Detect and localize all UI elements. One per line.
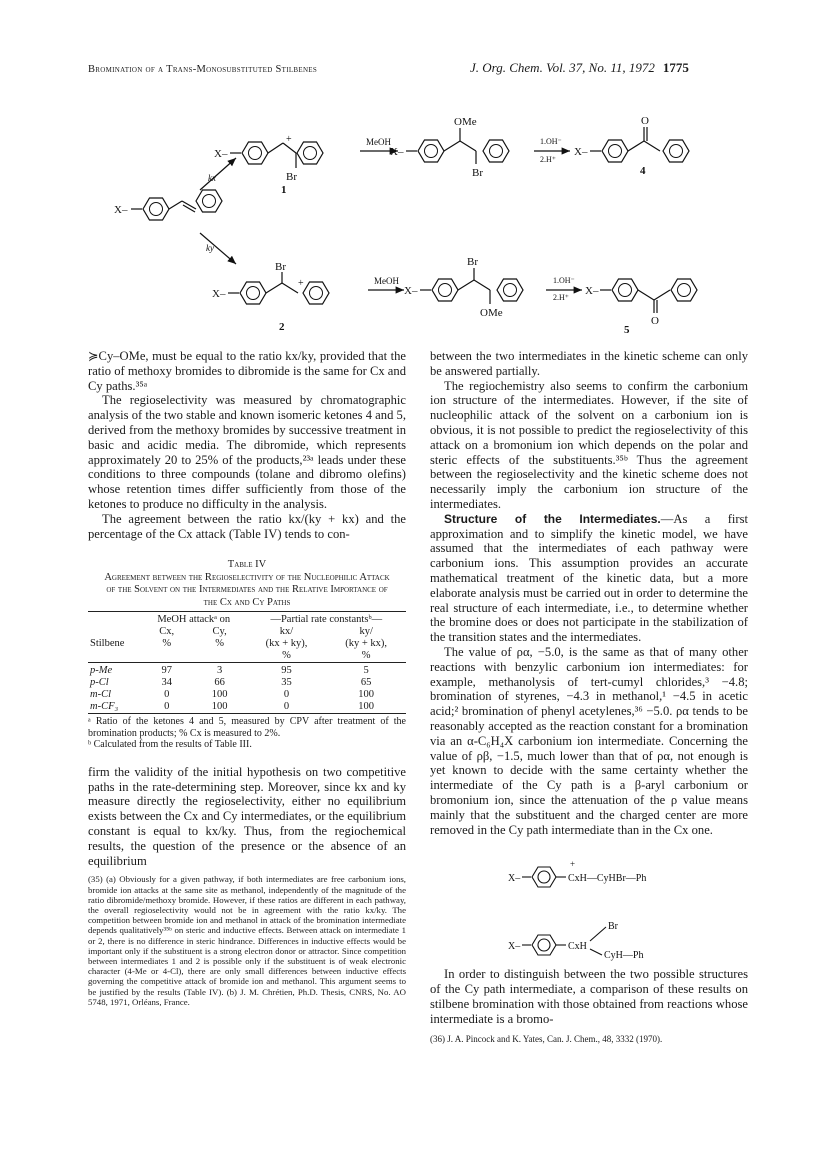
scheme-x-bottom: X– <box>404 285 418 297</box>
page-number: 1775 <box>662 60 689 75</box>
br-bottom: Br <box>467 256 478 268</box>
table-note-b: ᵇ Calculated from the results of Table III. <box>88 739 252 751</box>
section-heading: Structure of the Intermediates. <box>444 511 661 526</box>
struct-plus: + <box>570 859 576 870</box>
paragraph: ≽Cy–OMe, must be equal to the ratio kx/ky, provided that the ratio of methoxy bromides to dibromide is the same for Cx and Cy paths.³⁵ᵃ <box>88 349 406 393</box>
col-unit: % <box>282 650 291 662</box>
compound-1: 1 <box>281 184 287 196</box>
journal-citation <box>470 60 689 76</box>
compound-5: 5 <box>624 324 630 336</box>
step1-bottom: 1.OH⁻ <box>553 276 575 285</box>
scheme-x-top: X– <box>390 146 404 158</box>
col-unit: % <box>215 638 224 650</box>
scheme-x-5: X– <box>585 285 599 297</box>
journal-name: J. Org. Chem. Vol. 37, No. 11, 1972 <box>470 60 655 75</box>
br-2: Br <box>275 261 286 273</box>
step2-top: 2.H⁺ <box>540 155 556 164</box>
struct-br: Br <box>608 921 618 933</box>
table-row: m-Cl 0 100 0 100 <box>90 689 375 701</box>
table-head-group2: —Partial rate constantsᵇ— <box>270 614 383 626</box>
scheme-x-1: X– <box>214 148 228 160</box>
br-top: Br <box>472 167 483 179</box>
o-4: O <box>641 115 649 127</box>
paragraph: The regiochemistry also seems to confirm the carbonium ion structure of the intermediates. However, if the site of nucleophilic attack of the solvent on a carbonium ion is obvious, it is not possible to predict the regioselectivity of this attack on a bromonium ion which depends on the polar and steric effects of the substituents.³⁵ᵇ Thus the agreement between the regioselectivity and the kinetic scheme does not necessarily imply the carbonium ion structure of the intermediates. <box>430 378 748 511</box>
table-head-group1: MeOH attackᵃ on <box>157 614 231 626</box>
ome-top: OMe <box>454 116 477 128</box>
compound-2: 2 <box>279 321 285 333</box>
struct-x-1: X– <box>508 873 521 885</box>
step2-bottom: 2.H⁺ <box>553 293 569 302</box>
table-row: p-Me 97 3 95 5 <box>90 665 369 677</box>
table-label: Table IV <box>227 559 267 571</box>
meoh-bottom: MeOH <box>374 276 399 286</box>
table-caption: Agreement between the Regioselectivity of the Nucleophilic Attack of the Solvent on the Intermediates and the Relative Importance of the Cx and Cy Paths <box>104 571 390 608</box>
struct-formula-1: CxH—CyHBr—Ph <box>568 873 647 885</box>
compound-4: 4 <box>640 165 646 177</box>
col-head: Cx, <box>159 626 175 638</box>
col-unit: % <box>361 650 371 662</box>
table-note-a: ᵃ Ratio of the ketones 4 and 5, measured by CPV after treatment of the bromination products; % Cx is measured to 2%. <box>88 716 406 739</box>
meoh-top: MeOH <box>366 137 391 147</box>
struct-x-2: X– <box>508 941 521 953</box>
paragraph: The agreement between the ratio kx/(ky + kx) and the percentage of the Cx attack (Table IV) tends to con- <box>88 511 406 541</box>
col-head: (ky + kx), <box>345 638 388 650</box>
label-kx: kx <box>208 173 216 183</box>
paragraph: In order to distinguish between the two possible structures of the Cy path intermediate, a comparison of these results on stilbene bromination with those obtained from reactions whose intermediate is a bromo- <box>430 967 748 1026</box>
paragraph: The value of ρα, −5.0, is the same as that of many other reactions with benzylic carbonium ion intermediates: for example, methanolysis of tert-cumyl chlorides,³ −4.8; bromination of styrenes, −4.3 in methanol,¹ −4.5 in acetic acid;² bromination of phenyl acetylenes,³⁶ −5.0. ρα tends to be reasonably accepted as the reaction constant for a bromination via an α-C₆H₄X carbonium ion intermediate. Concerning the value of ρβ, −1.5, much lower than that of ρα, not enough is yet known to decide with the same certainty whether the intermediate of the Cy path is a β-aryl carbonium or bromonium ion, since the attenuation of the ρ value means mainly that the substituent and the charged center are more removed in the Cy path intermediate than in the Cx one. <box>430 644 748 837</box>
plus-1: + <box>286 134 292 145</box>
plus-2: + <box>298 278 304 289</box>
struct-cxh: CxH <box>568 941 587 953</box>
col-unit: % <box>162 638 172 650</box>
scheme-x-4: X– <box>574 146 588 158</box>
table-row: m-CF₃ 0 100 0 100 <box>90 701 375 713</box>
struct-cyh: CyH—Ph <box>604 950 644 962</box>
col-head: ky/ <box>359 626 373 638</box>
paragraph: The regioselectivity was measured by chromatographic analysis of the two stable and known isomeric ketones 4 and 5, derived from the methoxy bromides by successive treatment in basic and acidic media. The dibromide, which represents approximately 20 to 25% of the products,²³ᵃ leads under these conditions to three compounds (tolane and dibromo olefins) whose retention times differ sufficiently from those of the ketones to produce no difficulty in the analysis. <box>88 393 406 511</box>
reference-36: (36) J. A. Pincock and K. Yates, Can. J. Chem., 48, 3332 (1970). <box>430 1034 663 1045</box>
paragraph: Structure of the Intermediates.—As a first approximation and to simplify the kinetic model, we have assumed that the intermediates of each pathway were carbonium ions. This assumption provides an accurate mathematical treatment of the kinetic data, but a more elaborate analysis must be carried out in order to determine the real structure of each intermediate, i.e., to determine whether the bromine does or does not participate in the stabilization of the transition states and the intermediates. <box>430 511 748 645</box>
col-head: (kx + ky), <box>265 638 308 650</box>
col-head-stilbene: Stilbene <box>90 638 125 650</box>
table-iv <box>88 611 406 716</box>
ome-bottom: OMe <box>480 307 503 319</box>
label-ky: ky <box>206 243 214 253</box>
running-title: Bromination of a Trans-Monosubstituted Stilbenes <box>88 64 318 75</box>
o-5: O <box>651 315 659 327</box>
step1-top: 1.OH⁻ <box>540 137 562 146</box>
br-1: Br <box>286 171 297 183</box>
table-row: p-Cl 34 66 35 65 <box>90 677 372 689</box>
paragraph: between the two intermediates in the kinetic scheme can only be answered partially. <box>430 349 748 378</box>
intermediate-structures <box>430 849 748 961</box>
col-head: Cy, <box>212 626 227 638</box>
scheme-x-stilbene: X– <box>114 204 128 216</box>
col-head: kx/ <box>279 626 294 638</box>
left-column <box>88 349 406 1007</box>
scheme-x-2: X– <box>212 288 226 300</box>
right-column <box>430 349 748 1045</box>
footnote-35: (35) (a) Obviously for a given pathway, if both intermediates are free carbonium ions, bromide ion attacks at the same site as methanol, independently of the magnitude of the ratio dibromide/methoxy bromide. However, if these ratios are different in each pathway, the overall regioselectivity would not be in agreement with the ratio kx/ky. The competition between bromide ion and methanol in attack of the bromination intermediate depends qualitatively³⁵ᵇ on steric and inductive effects. Between attack on intermediate 1 or 2, there is no difference in steric hindrance. Differences in inductive effects would be important only if the substituent is a strong electron donor or attractor. Since competition between intermediates 1 and 2 is possible only if the substituent is of weak electronic character (4-Me or 4-Cl), there are only small differences between inductive effects governing the competitive attack of bromide ion and methanol. This argument seems to be justified by the results (Table IV). (b) J. M. Chrétien, Ph.D. Thesis, CNRS, No. AO 5748, 1971, Orléans, France. <box>88 874 406 1007</box>
reaction-scheme <box>0 80 835 350</box>
paragraph: firm the validity of the initial hypothesis on two competitive paths in the rate-determining step. Moreover, since kx and ky measure directly the regioselectivity, either no equilibrium exists between the Cx and Cy intermediates, or the equilibrium constant is equal to kx/ky. Thus, from the regiochemical results, the question of the presence or the absence of an equilibrium <box>88 764 406 868</box>
